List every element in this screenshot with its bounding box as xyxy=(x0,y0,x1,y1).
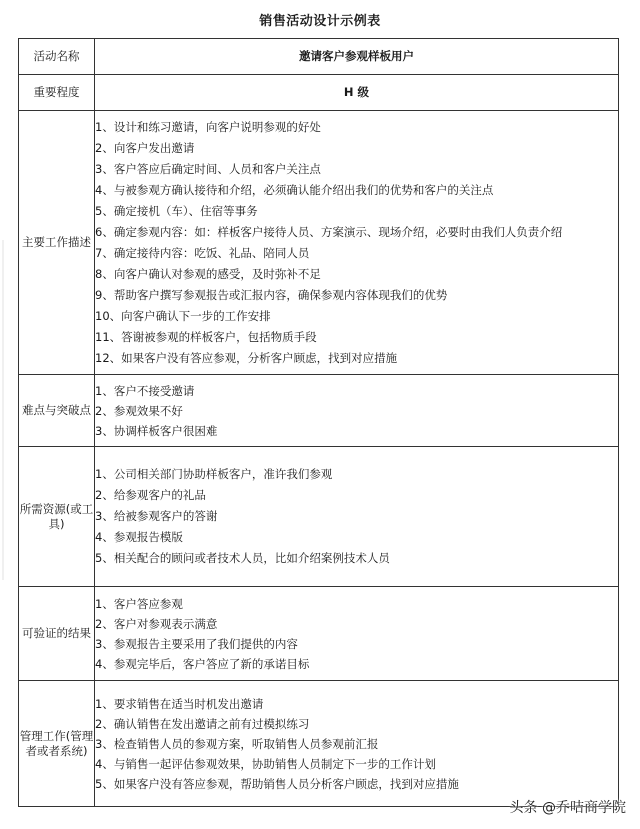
list-item: 8、向客户确认对参观的感受，及时弥补不足 xyxy=(95,266,321,281)
list-item: 5、如果客户没有答应参观，帮助销售人员分析客户顾虑，找到对应措施 xyxy=(95,776,459,791)
list-item: 1、客户答应参观 xyxy=(95,596,183,611)
row-difficulties xyxy=(19,375,619,447)
list-item: 6、确定参观内容：如：样板客户接待人员、方案演示、现场介绍，必要时由我们人负责介绍 xyxy=(95,224,563,239)
list-item: 2、给参观客户的礼品 xyxy=(95,488,206,502)
list-item: 1、公司相关部门协助样板客户，准许我们参观 xyxy=(95,467,333,481)
list-item: 3、协调样板客户很困难 xyxy=(95,423,218,438)
left-edge-shade xyxy=(2,240,4,580)
list-results xyxy=(95,587,619,681)
list-difficulties xyxy=(95,375,619,447)
list-item: 1、客户不接受邀请 xyxy=(95,383,195,398)
list-item: 10、向客户确认下一步的工作安排 xyxy=(95,308,271,323)
document-title: 销售活动设计示例表 xyxy=(259,14,381,29)
source-watermark: 头条 @乔咭商学院 xyxy=(509,800,626,816)
activity-design-table xyxy=(18,38,619,807)
list-resources xyxy=(95,447,619,587)
list-item: 3、客户答应后确定时间、人员和客户关注点 xyxy=(95,161,321,176)
label-results: 可验证的结果 xyxy=(19,587,95,681)
list-item: 4、参观完毕后，客户答应了新的承诺目标 xyxy=(95,656,310,671)
row-main-tasks xyxy=(19,111,619,375)
list-item: 5、确定接机（车）、住宿等事务 xyxy=(95,203,258,218)
row-importance xyxy=(19,75,619,111)
label-importance: 重要程度 xyxy=(19,75,95,111)
label-main-tasks: 主要工作描述 xyxy=(19,111,95,375)
row-management xyxy=(19,681,619,807)
value-importance: H 级 xyxy=(95,75,619,111)
list-item: 4、参观报告模版 xyxy=(95,530,183,544)
list-item: 3、检查销售人员的参观方案，听取销售人员参观前汇报 xyxy=(95,736,379,751)
list-item: 4、与销售一起评估参观效果，协助销售人员制定下一步的工作计划 xyxy=(95,756,436,771)
list-item: 2、参观效果不好 xyxy=(95,403,183,418)
list-item: 12、如果客户没有答应参观，分析客户顾虑，找到对应措施 xyxy=(95,350,398,365)
list-management xyxy=(95,681,619,807)
list-main-tasks xyxy=(95,111,619,375)
list-item: 7、确定接待内容：吃饭、礼品、陪同人员 xyxy=(95,245,310,260)
list-item: 11、答谢被参观的样板客户，包括物质手段 xyxy=(95,329,317,344)
label-activity-name: 活动名称 xyxy=(19,39,95,75)
row-activity-name xyxy=(19,39,619,75)
list-item: 4、与被参观方确认接待和介绍，必须确认能介绍出我们的优势和客户的关注点 xyxy=(95,182,494,197)
list-item: 3、参观报告主要采用了我们提供的内容 xyxy=(95,636,298,651)
list-item: 2、向客户发出邀请 xyxy=(95,140,195,155)
list-item: 2、客户对参观表示满意 xyxy=(95,616,218,631)
list-item: 3、给被参观客户的答谢 xyxy=(95,509,218,523)
list-item: 5、相关配合的顾问或者技术人员，比如介绍案例技术人员 xyxy=(95,551,390,565)
list-item: 9、帮助客户撰写参观报告或汇报内容，确保参观内容体现我们的优势 xyxy=(95,287,448,302)
row-results xyxy=(19,587,619,681)
label-difficulties: 难点与突破点 xyxy=(19,375,95,447)
list-item: 1、要求销售在适当时机发出邀请 xyxy=(95,696,264,711)
value-activity-name: 邀请客户参观样板用户 xyxy=(95,39,619,75)
list-item: 1、设计和练习邀请，向客户说明参观的好处 xyxy=(95,119,321,134)
row-resources xyxy=(19,447,619,587)
label-management: 管理工作(管理者或者系统) xyxy=(19,681,95,807)
label-resources: 所需资源(或工具) xyxy=(19,447,95,587)
list-item: 2、确认销售在发出邀请之前有过模拟练习 xyxy=(95,716,310,731)
